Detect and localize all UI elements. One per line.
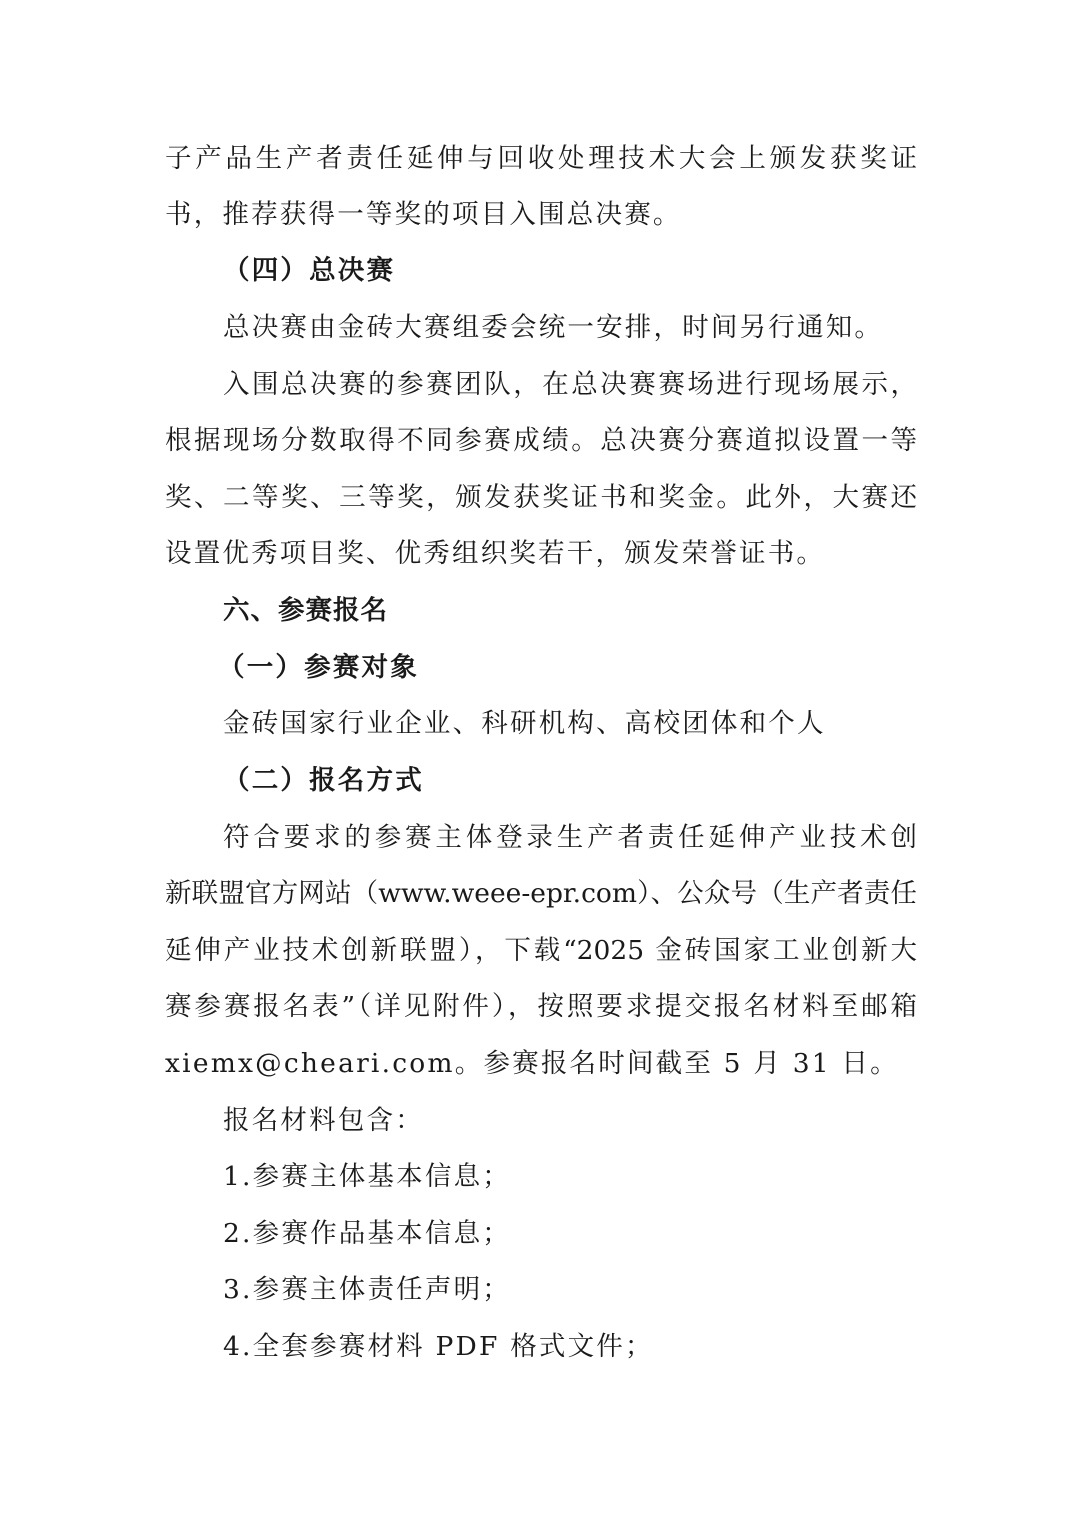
paragraph-line: 书，推荐获得一等奖的项目入围总决赛。 <box>165 199 682 230</box>
subheading-method: （二）报名方式 <box>223 765 424 796</box>
paragraph-line: 金砖国家行业企业、科研机构、高校团体和个人 <box>223 708 826 739</box>
paragraph-line: 设置优秀项目奖、优秀组织奖若干，颁发荣誉证书。 <box>165 538 826 569</box>
paragraph-line: 子产品生产者责任延伸与回收处理技术大会上颁发获奖证 <box>165 143 917 174</box>
paragraph-line: 报名材料包含： <box>223 1105 424 1136</box>
paragraph-line: 入围总决赛的参赛团队，在总决赛赛场进行现场展示， <box>223 369 917 400</box>
paragraph-line: 延伸产业技术创新联盟），下载“2025 金砖国家工业创新大 <box>165 935 917 966</box>
list-item: 2.参赛作品基本信息； <box>223 1218 511 1249</box>
paragraph-line: 根据现场分数取得不同参赛成绩。总决赛分赛道拟设置一等 <box>165 425 917 456</box>
subheading-final: （四）总决赛 <box>223 255 396 286</box>
paragraph-line: 符合要求的参赛主体登录生产者责任延伸产业技术创 <box>223 822 917 853</box>
paragraph-line: xiemx@cheari.com。参赛报名时间截至 5 月 31 日。 <box>165 1048 899 1079</box>
list-item: 1.参赛主体基本信息； <box>223 1161 511 1192</box>
list-item: 4.全套参赛材料 PDF 格式文件； <box>223 1331 654 1362</box>
paragraph-line: 赛参赛报名表”（详见附件），按照要求提交报名材料至邮箱 <box>165 991 917 1022</box>
paragraph-line: 总决赛由金砖大赛组委会统一安排，时间另行通知。 <box>223 312 884 343</box>
paragraph-line: 新联盟官方网站（www.weee-epr.com）、公众号（生产者责任 <box>165 878 917 909</box>
list-item: 3.参赛主体责任声明； <box>223 1274 511 1305</box>
section-heading: 六、参赛报名 <box>223 595 388 626</box>
paragraph-line: 奖、二等奖、三等奖，颁发获奖证书和奖金。此外，大赛还 <box>165 482 917 513</box>
subheading-target: （一）参赛对象 <box>218 652 419 683</box>
